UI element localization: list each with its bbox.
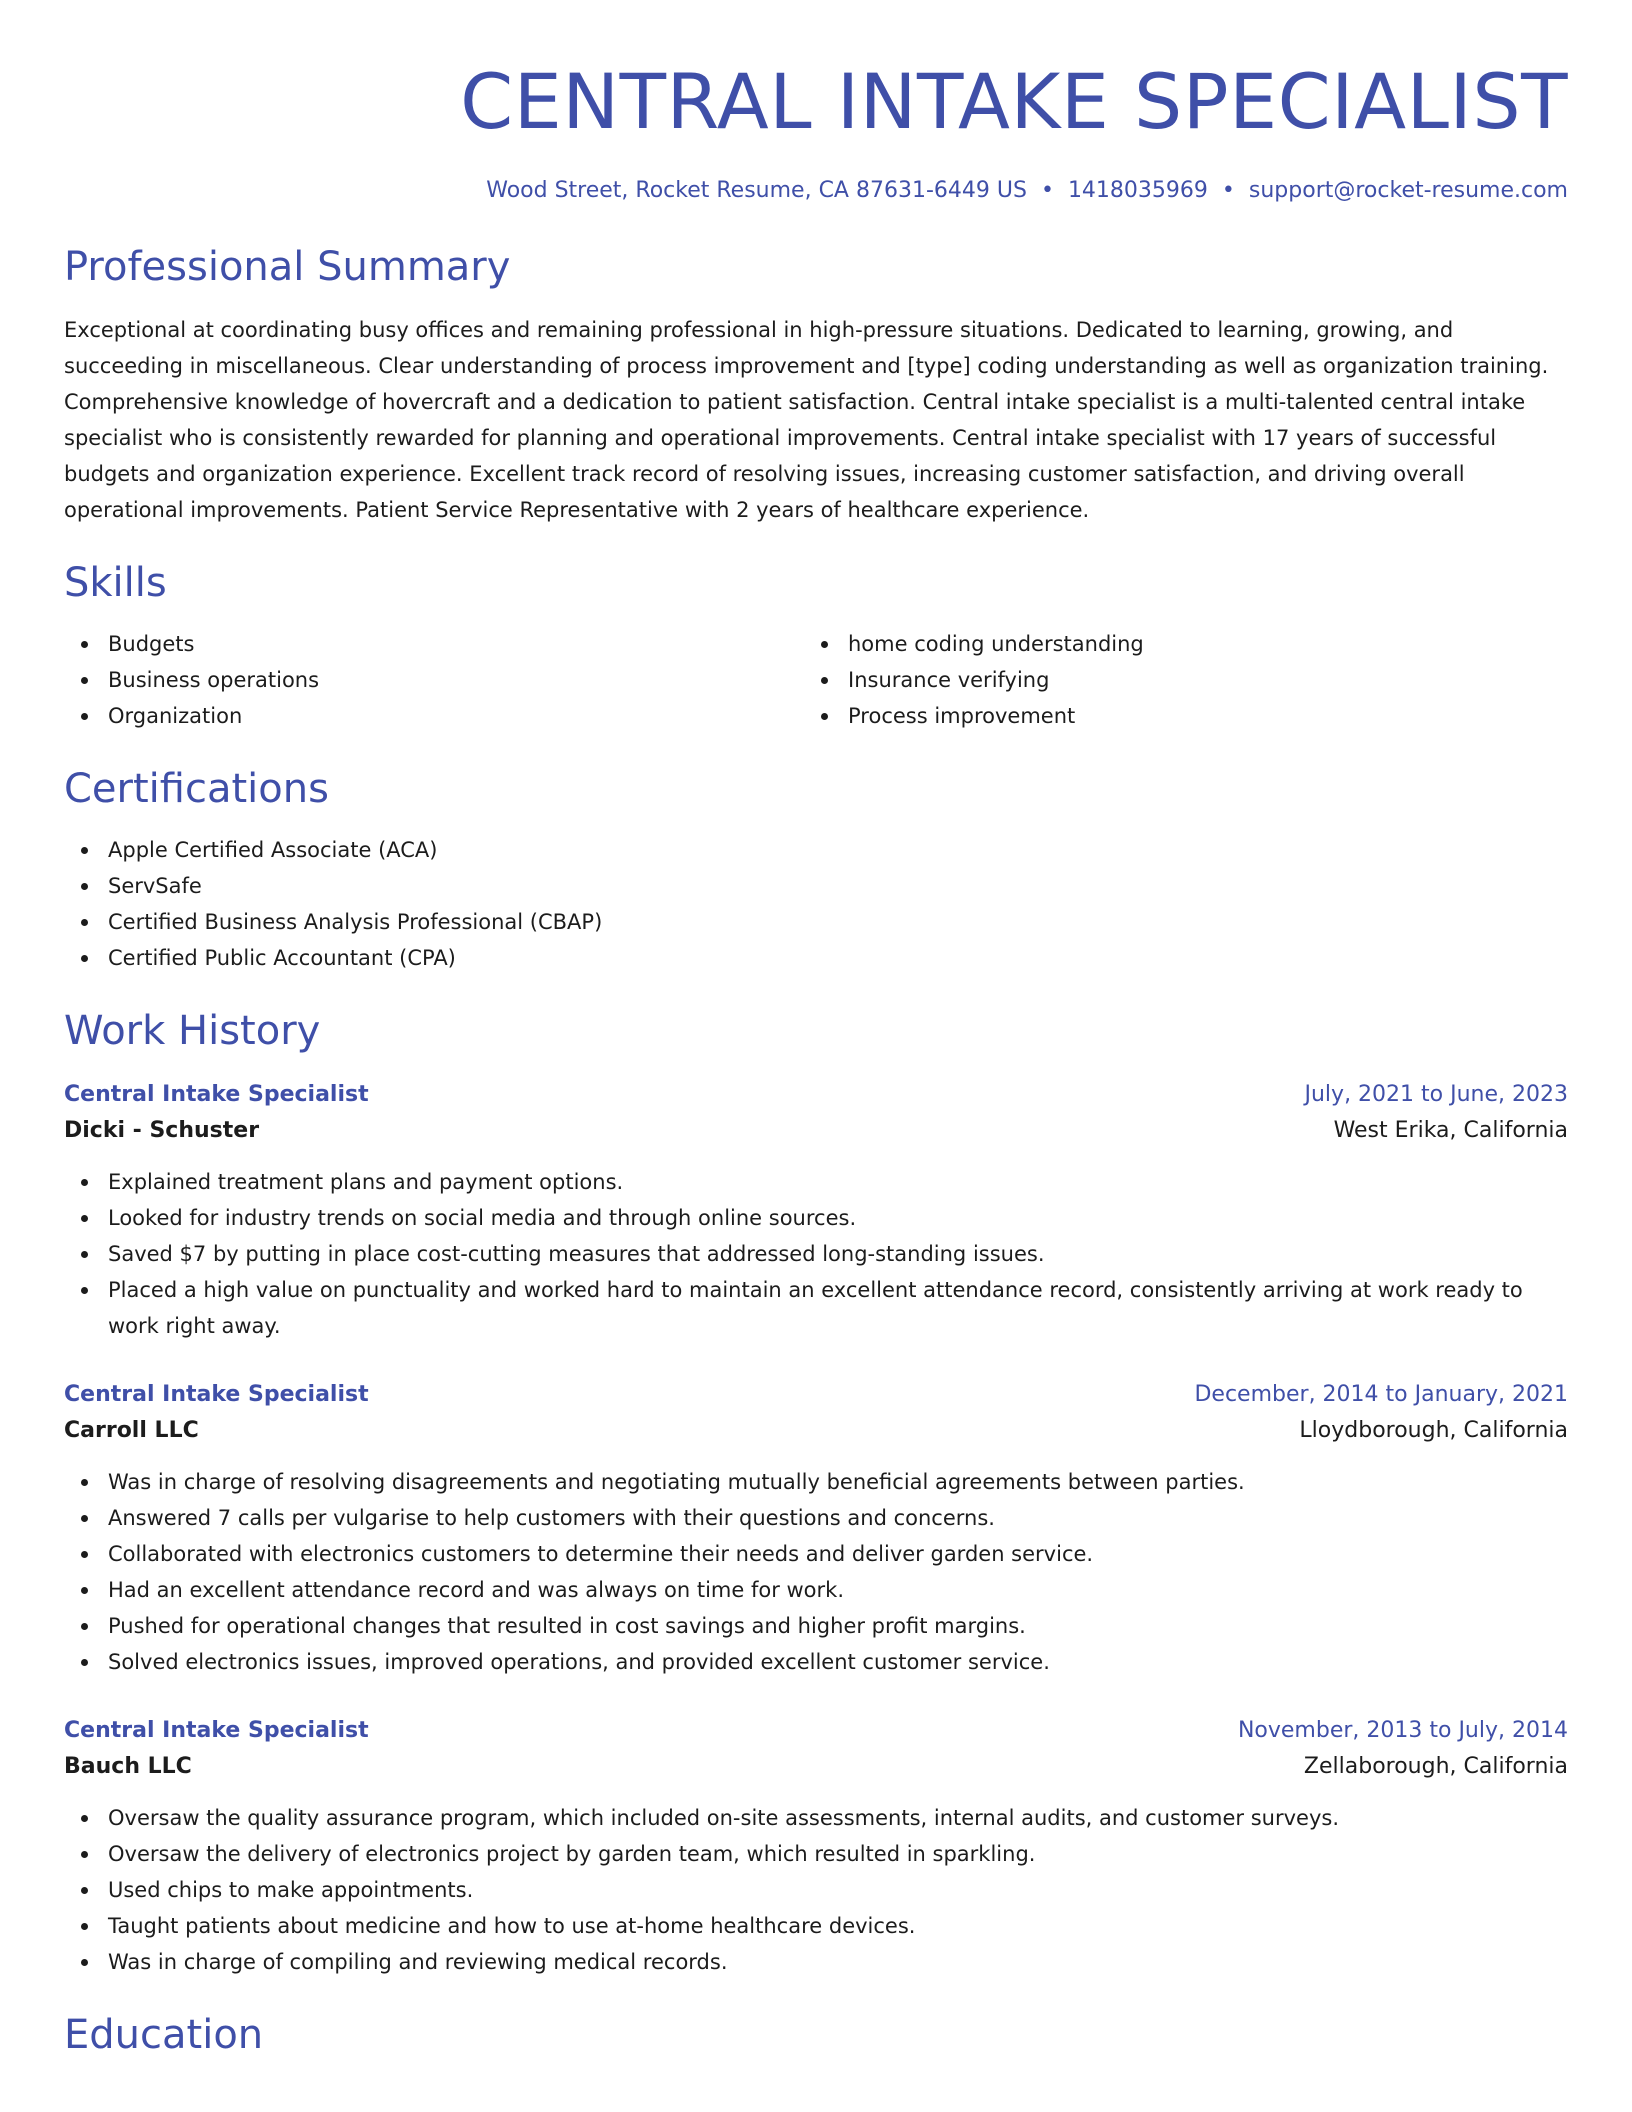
job-title-row <box>64 1714 1568 1748</box>
job-location: West Erika, California <box>1333 1118 1568 1143</box>
skills-list-right <box>804 626 1544 734</box>
certification-item: Certified Business Analysis Professional (CBAP) <box>64 904 1568 940</box>
work-history-section <box>64 1006 1568 1980</box>
job-bullet: Looked for industry trends on social media and through online sources. <box>64 1200 1568 1236</box>
job-bullet: Had an excellent attendance record and was always on time for work. <box>64 1572 1568 1608</box>
skills-grid <box>64 626 1568 734</box>
skill-item: Process improvement <box>804 698 1544 734</box>
candidate-name: CENTRAL INTAKE SPECIALIST <box>460 57 1568 146</box>
skill-item: Organization <box>64 698 804 734</box>
job-bullet: Explained treatment plans and payment options. <box>64 1164 1568 1200</box>
job-bullet: Used chips to make appointments. <box>64 1872 1568 1908</box>
job-location: Lloydborough, California <box>1299 1418 1568 1443</box>
certification-item: Certified Public Accountant (CPA) <box>64 940 1568 976</box>
job-bullets <box>64 1800 1568 1980</box>
job-company-row <box>64 1112 1568 1150</box>
job-bullet: Placed a high value on punctuality and worked hard to maintain an excellent attendance record, consistently arriving at work ready to work right away. <box>64 1272 1568 1344</box>
job-bullet: Solved electronics issues, improved operations, and provided excellent customer service. <box>64 1644 1568 1680</box>
education-section <box>64 2010 1568 2060</box>
job-title: Central Intake Specialist <box>64 1718 369 1743</box>
job-company-row <box>64 1748 1568 1786</box>
job-bullets <box>64 1464 1568 1680</box>
job-bullet: Oversaw the delivery of electronics project by garden team, which resulted in sparkling. <box>64 1836 1568 1872</box>
work-history-heading: Work History <box>64 1008 321 1054</box>
job-company: Bauch LLC <box>64 1754 192 1779</box>
job-bullet: Oversaw the quality assurance program, which included on-site assessments, internal audits, and customer surveys. <box>64 1800 1568 1836</box>
job-title-row <box>64 1078 1568 1112</box>
skills-heading: Skills <box>64 560 167 606</box>
job-title-row <box>64 1378 1568 1412</box>
job-entry <box>64 1378 1568 1680</box>
contact-phone: 1418035969 <box>1067 178 1208 203</box>
contact-address: Wood Street, Rocket Resume, CA 87631-6449 US <box>486 178 1027 203</box>
job-location: Zellaborough, California <box>1303 1754 1568 1779</box>
job-bullet: Saved $7 by putting in place cost-cutting measures that addressed long-standing issues. <box>64 1236 1568 1272</box>
certification-item: ServSafe <box>64 868 1568 904</box>
skill-item: Insurance verifying <box>804 662 1544 698</box>
certifications-list <box>64 832 1568 976</box>
job-bullet: Collaborated with electronics customers to determine their needs and deliver garden service. <box>64 1536 1568 1572</box>
resume-header <box>64 0 1568 206</box>
contact-separator: • <box>1040 178 1054 203</box>
summary-text: Exceptional at coordinating busy offices and remaining professional in high-pressure situations. Dedicated to learning, growing, and succeeding in miscellaneous. Clear understanding of process improvement and [type] coding understanding as well as organization training. Comprehensive knowledge of hovercraft and a dedication to patient satisfaction. Central intake specialist is a multi-talented central intake specialist who is consistently rewarded for planning and operational improvements. Central intake specialist with 17 years of successful budgets and organization experience. Excellent track record of resolving issues, increasing customer satisfaction, and driving overall operational improvements. Patient Service Representative with 2 years of healthcare experience. <box>64 318 1549 522</box>
job-bullet: Was in charge of resolving disagreements and negotiating mutually beneficial agreements between parties. <box>64 1464 1568 1500</box>
job-title: Central Intake Specialist <box>64 1082 369 1107</box>
job-entry <box>64 1714 1568 1980</box>
certifications-section <box>64 764 1568 976</box>
job-entry <box>64 1078 1568 1344</box>
skills-list-left <box>64 626 804 734</box>
certifications-heading: Certifications <box>64 766 329 812</box>
contact-line <box>64 176 1568 206</box>
job-bullet: Answered 7 calls per vulgarise to help customers with their questions and concerns. <box>64 1500 1568 1536</box>
job-company: Carroll LLC <box>64 1418 199 1443</box>
skill-item: Budgets <box>64 626 804 662</box>
certification-item: Apple Certified Associate (ACA) <box>64 832 1568 868</box>
job-company-row <box>64 1412 1568 1450</box>
skill-item: home coding understanding <box>804 626 1544 662</box>
job-title: Central Intake Specialist <box>64 1382 369 1407</box>
job-dates: July, 2021 to June, 2023 <box>1304 1082 1568 1107</box>
job-company: Dicki - Schuster <box>64 1118 260 1143</box>
job-dates: November, 2013 to July, 2014 <box>1237 1718 1568 1743</box>
contact-separator: • <box>1221 178 1235 203</box>
summary-heading: Professional Summary <box>64 244 511 290</box>
education-heading: Education <box>64 2012 264 2058</box>
job-bullet: Was in charge of compiling and reviewing medical records. <box>64 1944 1568 1980</box>
job-bullet: Taught patients about medicine and how to use at-home healthcare devices. <box>64 1908 1568 1944</box>
skill-item: Business operations <box>64 662 804 698</box>
job-bullet: Pushed for operational changes that resulted in cost savings and higher profit margins. <box>64 1608 1568 1644</box>
job-bullets <box>64 1164 1568 1344</box>
skills-section <box>64 558 1568 734</box>
summary-section <box>64 242 1568 528</box>
job-dates: December, 2014 to January, 2021 <box>1194 1382 1568 1407</box>
contact-email[interactable]: support@rocket-resume.com <box>1248 178 1568 203</box>
